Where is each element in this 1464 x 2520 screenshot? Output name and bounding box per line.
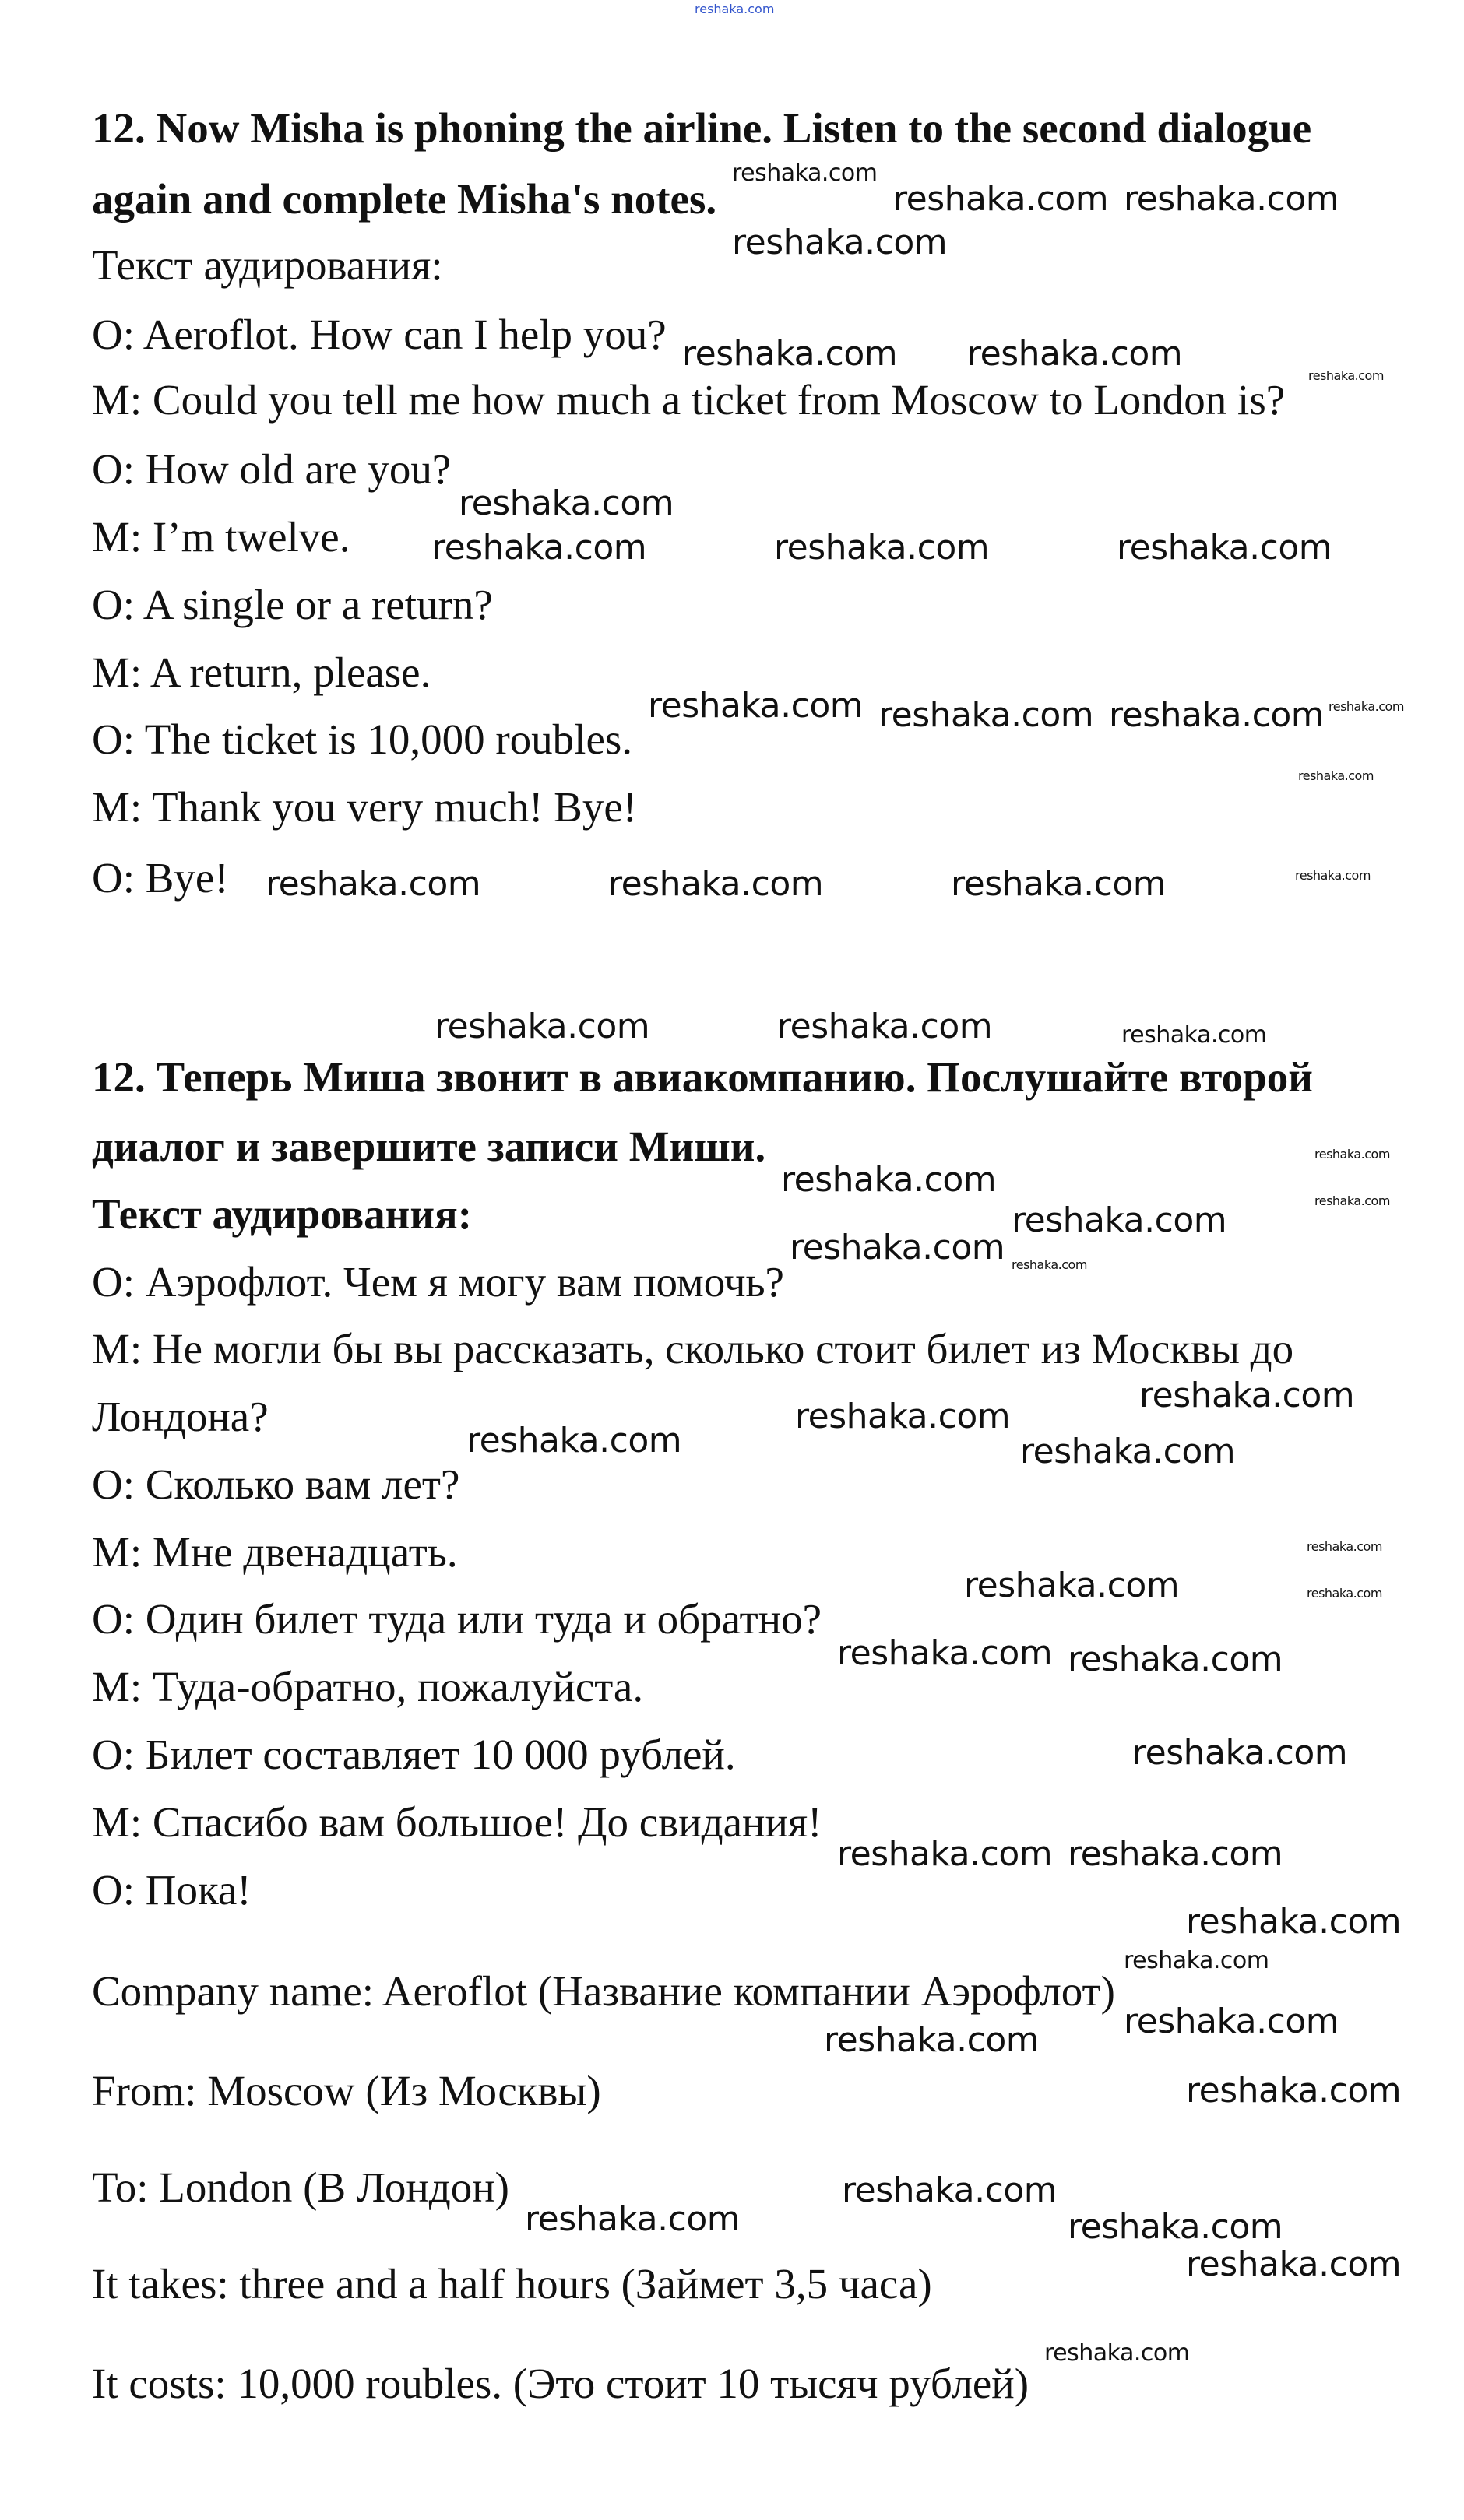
watermark: reshaka.com	[648, 686, 864, 726]
watermark: reshaka.com	[837, 1633, 1053, 1673]
watermark: reshaka.com	[1068, 1640, 1283, 1679]
dialogue-line: О: Сколько вам лет?	[92, 1460, 460, 1508]
watermark: reshaka.com	[1132, 1733, 1348, 1773]
dialogue-line: О: Билет составляет 10 000 рублей.	[92, 1731, 736, 1778]
dialogue-line: Лондона?	[92, 1393, 269, 1440]
watermark: reshaka.com	[1109, 695, 1325, 735]
header-watermark: reshaka.com	[695, 2, 775, 16]
watermark: reshaka.com	[459, 483, 674, 523]
watermark: reshaka.com	[893, 179, 1109, 219]
exercise-heading: 12. Now Misha is phoning the airline. Listen to the second dialogue	[92, 104, 1312, 152]
dialogue-line: М: Спасибо вам большое! До свидания!	[92, 1798, 822, 1846]
note-line: It takes: three and a half hours (Займет 3,5 часа)	[92, 2260, 932, 2307]
watermark: reshaka.com	[732, 223, 948, 262]
note-line: From: Moscow (Из Москвы)	[92, 2067, 601, 2114]
exercise-heading: again and complete Misha's notes.	[92, 175, 717, 223]
dialogue-line: M: Could you tell me how much a ticket from Moscow to London is?	[92, 376, 1286, 424]
watermark: reshaka.com	[781, 1160, 997, 1200]
dialogue-line: О: Один билет туда или туда и обратно?	[92, 1595, 822, 1643]
watermark: reshaka.com	[682, 334, 898, 374]
watermark: reshaka.com	[1124, 1947, 1269, 1974]
watermark: reshaka.com	[1298, 768, 1374, 783]
watermark: reshaka.com	[1020, 1432, 1236, 1471]
watermark: reshaka.com	[878, 695, 1094, 735]
dialogue-line: О: Аэрофлот. Чем я могу вам помочь?	[92, 1258, 784, 1306]
dialogue-line: O: A single or a return?	[92, 581, 493, 628]
watermark: reshaka.com	[732, 160, 878, 187]
watermark: reshaka.com	[1121, 1021, 1267, 1049]
watermark: reshaka.com	[1314, 1193, 1390, 1208]
dialogue-line: O: Aeroflot. How can I help you?	[92, 311, 667, 358]
dialogue-line: M: Thank you very much! Bye!	[92, 783, 638, 831]
note-line: To: London (В Лондон)	[92, 2163, 509, 2211]
watermark: reshaka.com	[790, 1228, 1005, 1267]
watermark: reshaka.com	[1186, 1902, 1402, 1942]
watermark: reshaka.com	[1012, 1200, 1227, 1240]
watermark: reshaka.com	[824, 2020, 1040, 2060]
watermark: reshaka.com	[1329, 699, 1404, 714]
subheading: Текст аудирования:	[92, 1190, 473, 1238]
watermark: reshaka.com	[1186, 2244, 1402, 2284]
note-line: Company name: Aeroflot (Название компании Аэрофлот)	[92, 1967, 1115, 2015]
dialogue-line: М: Не могли бы вы рассказать, сколько стоит билет из Москвы до	[92, 1325, 1294, 1372]
exercise-heading: диалог и завершите записи Миши.	[92, 1123, 766, 1170]
watermark: reshaka.com	[608, 864, 824, 904]
watermark: reshaka.com	[1124, 2002, 1339, 2041]
watermark: reshaka.com	[777, 1007, 993, 1046]
dialogue-line: M: A return, please.	[92, 648, 431, 696]
watermark: reshaka.com	[1117, 528, 1332, 568]
watermark: reshaka.com	[1314, 1147, 1390, 1162]
subheading: Текст аудирования:	[92, 241, 443, 289]
watermark: reshaka.com	[964, 1566, 1180, 1605]
dialogue-line: O: How old are you?	[92, 445, 452, 493]
watermark: reshaka.com	[266, 864, 481, 904]
watermark: reshaka.com	[1068, 1834, 1283, 1874]
watermark: reshaka.com	[837, 1834, 1053, 1874]
exercise-heading: 12. Теперь Миша звонит в авиакомпанию. Послушайте второй	[92, 1053, 1313, 1101]
note-line: It costs: 10,000 roubles. (Это стоит 10 тысяч рублей)	[92, 2360, 1029, 2407]
watermark: reshaka.com	[842, 2170, 1058, 2210]
watermark: reshaka.com	[1068, 2207, 1283, 2247]
watermark: reshaka.com	[795, 1397, 1011, 1436]
watermark: reshaka.com	[1307, 1539, 1382, 1554]
watermark: reshaka.com	[1307, 1586, 1382, 1601]
watermark: reshaka.com	[1295, 868, 1371, 883]
dialogue-line: О: Пока!	[92, 1866, 252, 1914]
dialogue-line: O: Bye!	[92, 854, 229, 902]
watermark: reshaka.com	[466, 1421, 682, 1460]
watermark: reshaka.com	[435, 1007, 650, 1046]
dialogue-line: М: Мне двенадцать.	[92, 1528, 458, 1576]
watermark: reshaka.com	[967, 334, 1183, 374]
watermark: reshaka.com	[431, 528, 647, 568]
dialogue-line: O: The ticket is 10,000 roubles.	[92, 715, 633, 763]
watermark: reshaka.com	[1139, 1376, 1355, 1415]
watermark: reshaka.com	[774, 528, 990, 568]
watermark: reshaka.com	[951, 864, 1167, 904]
watermark: reshaka.com	[1124, 179, 1339, 219]
watermark: reshaka.com	[1186, 2071, 1402, 2111]
watermark: reshaka.com	[525, 2199, 741, 2239]
watermark: reshaka.com	[1044, 2339, 1190, 2367]
dialogue-line: М: Туда-обратно, пожалуйста.	[92, 1663, 644, 1710]
watermark: reshaka.com	[1012, 1257, 1087, 1272]
dialogue-line: M: I’m twelve.	[92, 513, 350, 561]
watermark: reshaka.com	[1308, 368, 1384, 383]
